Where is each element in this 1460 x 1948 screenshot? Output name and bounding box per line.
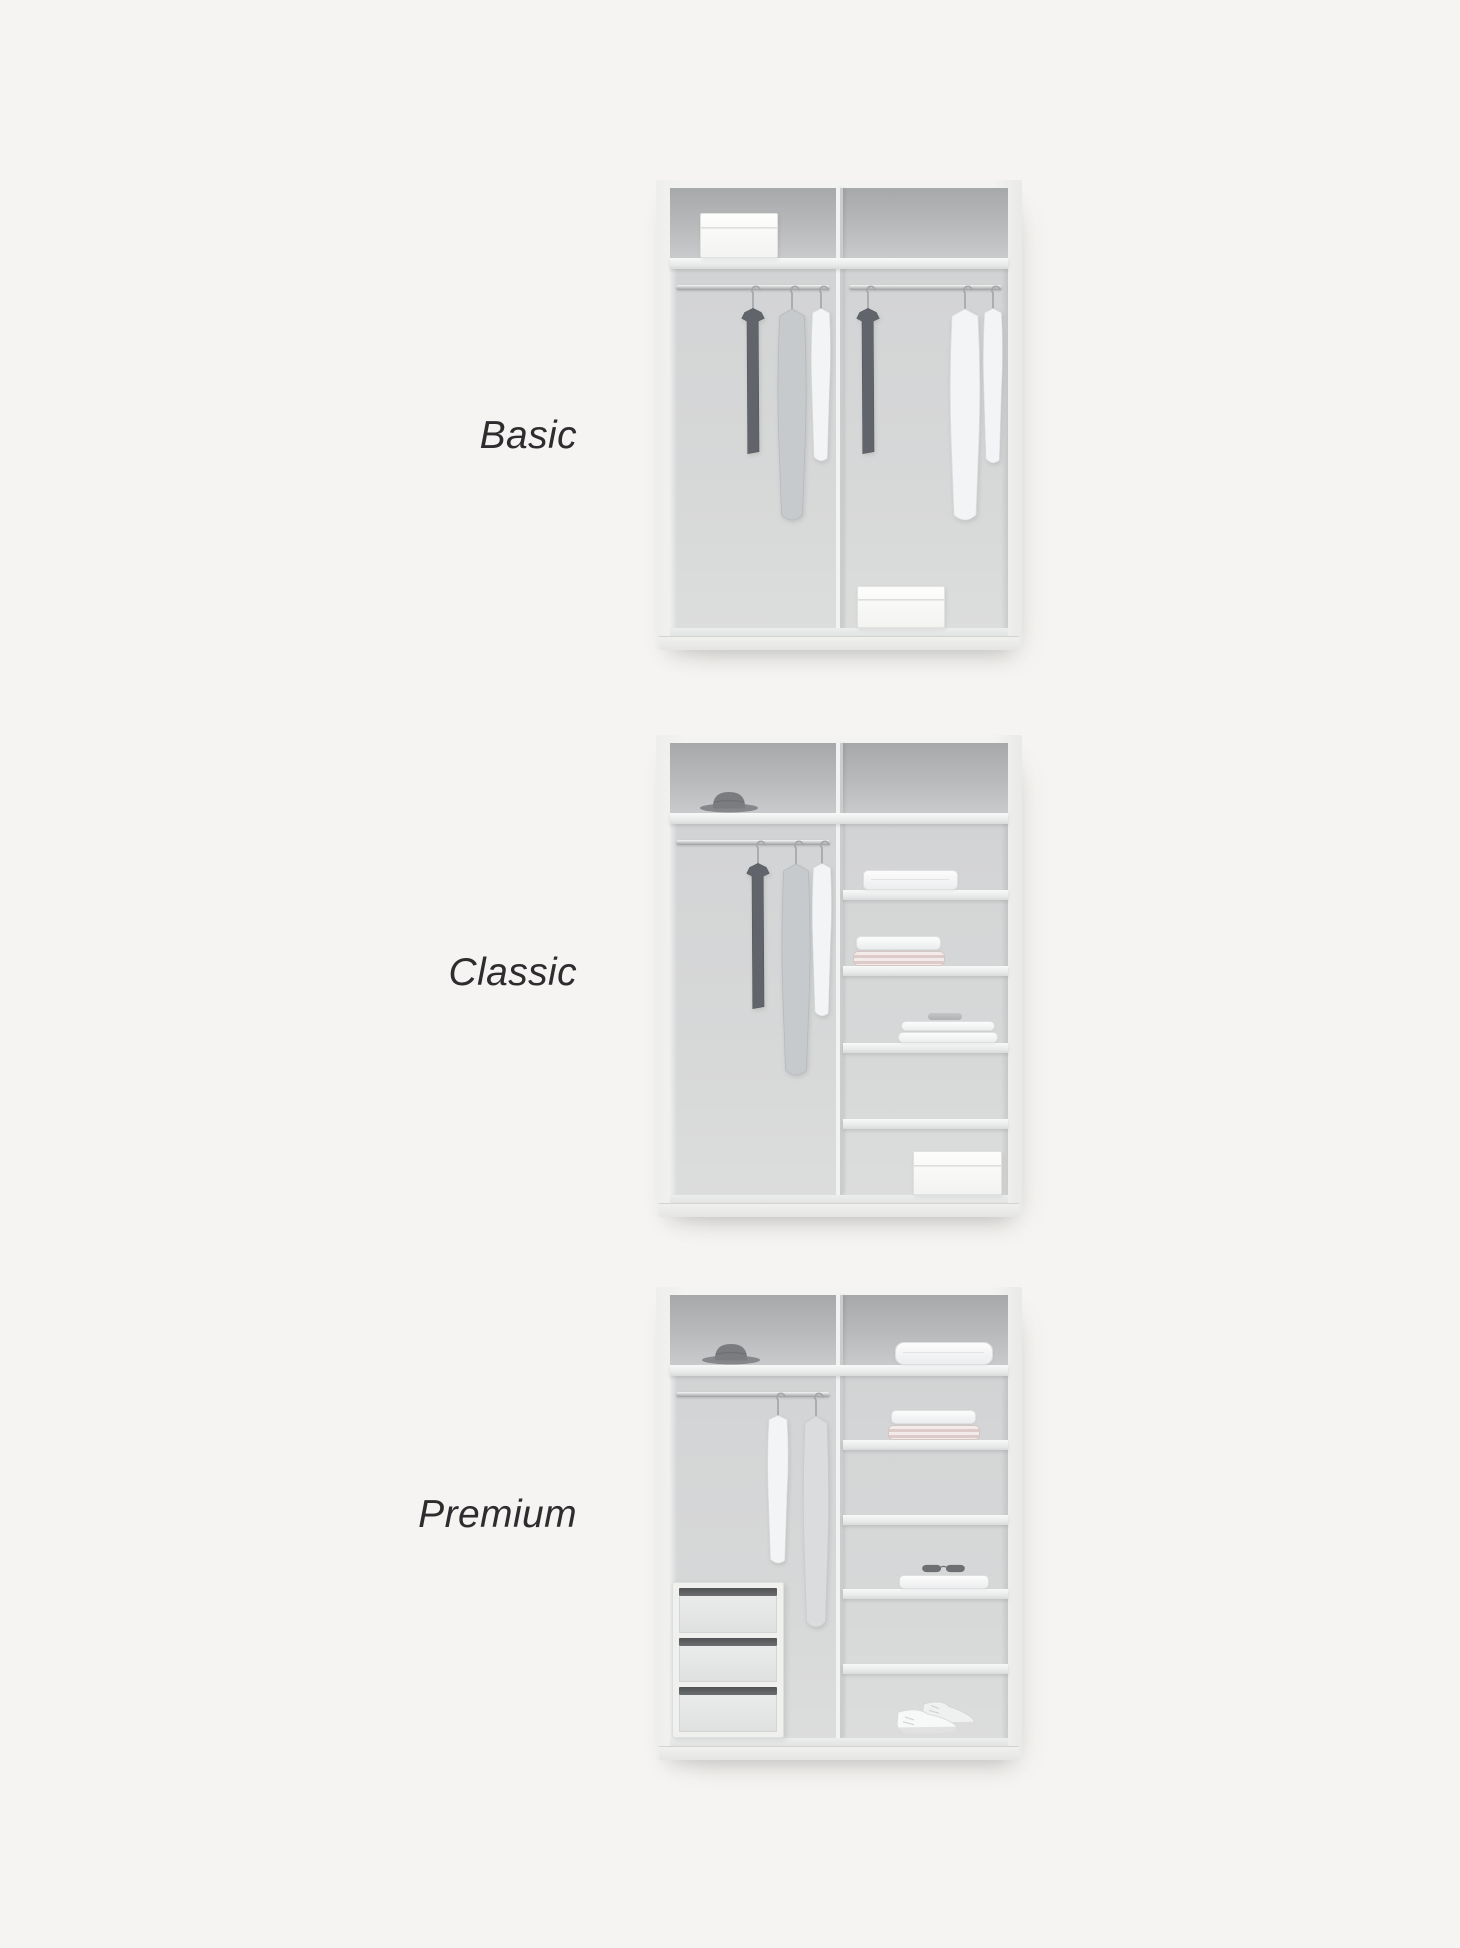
wardrobe-interior	[670, 1295, 1008, 1746]
hanging-coat-lightgrey	[799, 1414, 833, 1634]
drawer	[679, 1638, 777, 1683]
folded-sweater	[863, 870, 958, 890]
hanging-shirt-white	[807, 307, 835, 467]
interior-floor	[670, 628, 1008, 636]
folded-sweater-white	[891, 1410, 976, 1423]
top-shelf	[670, 258, 1008, 269]
hanging-tshirt-dark	[853, 307, 883, 455]
shelf	[843, 1664, 1009, 1674]
towel-stack	[898, 1013, 998, 1043]
center-divider	[836, 1295, 843, 1738]
hanging-tshirt-dark	[743, 862, 773, 1010]
striped-knit-stack	[853, 936, 945, 966]
box-lid-line	[914, 1165, 1001, 1167]
hanging-tshirt-dark	[738, 307, 768, 455]
blanket-fold-line	[903, 1352, 984, 1353]
hanging-shirt-white	[979, 307, 1007, 469]
drawer-slot	[679, 1638, 777, 1646]
drawer-unit	[672, 1582, 784, 1738]
striped-knit-stack	[888, 1410, 980, 1440]
shelf	[843, 890, 1009, 900]
option-label-basic: Basic	[479, 414, 577, 457]
sneakers	[891, 1698, 981, 1738]
top-shelf	[670, 813, 1008, 824]
option-label-premium: Premium	[418, 1493, 577, 1536]
drawer	[679, 1687, 777, 1732]
center-divider	[836, 188, 843, 628]
folded-towel	[901, 1021, 995, 1032]
wardrobe-interior	[670, 188, 1008, 636]
sweater-fold-line	[871, 879, 949, 880]
wardrobe-render-classic	[656, 735, 1022, 1217]
box-lid-line	[701, 227, 777, 229]
sunglasses	[921, 1563, 966, 1573]
drawer-front	[679, 1695, 777, 1732]
storage-box	[913, 1151, 1002, 1195]
folded-sweater-striped	[888, 1425, 980, 1441]
wardrobe-render-premium	[656, 1287, 1022, 1760]
wardrobe-render-basic	[656, 180, 1022, 650]
folded-accessory	[928, 1013, 962, 1020]
storage-box	[700, 213, 778, 258]
box-lid-line	[858, 599, 944, 601]
folded-sweater-white	[856, 936, 941, 949]
wardrobe-frame	[656, 735, 1022, 1217]
folded-shirt-with-sunglasses	[899, 1565, 989, 1589]
folded-sweater-striped	[853, 951, 945, 967]
plinth	[659, 1203, 1019, 1217]
interior-floor	[670, 1738, 1008, 1746]
drawer-slot	[679, 1687, 777, 1695]
storage-box	[857, 586, 945, 628]
plinth	[659, 636, 1019, 650]
hat	[700, 1340, 762, 1365]
drawer-slot	[679, 1588, 777, 1596]
shelf	[843, 1515, 1009, 1525]
interior-floor	[670, 1195, 1008, 1203]
drawer	[679, 1588, 777, 1633]
hanging-shirt-white	[808, 862, 836, 1022]
hanging-coat-grey	[773, 307, 811, 527]
shelf	[843, 1440, 1009, 1450]
folded-shirt	[899, 1575, 989, 1589]
shelf	[843, 966, 1009, 976]
center-divider	[836, 743, 843, 1195]
wardrobe-frame	[656, 180, 1022, 650]
wardrobe-frame	[656, 1287, 1022, 1760]
hat	[698, 788, 760, 813]
wardrobe-interior	[670, 743, 1008, 1203]
drawer-front	[679, 1646, 777, 1683]
shelf	[843, 1043, 1009, 1053]
folded-blanket	[895, 1342, 993, 1365]
shelf	[843, 1589, 1009, 1599]
shelf	[843, 1119, 1009, 1129]
hanging-shirt-white	[763, 1414, 793, 1569]
drawer-front	[679, 1596, 777, 1633]
plinth	[659, 1746, 1019, 1760]
top-shelf	[670, 1365, 1008, 1376]
option-label-classic: Classic	[448, 951, 577, 994]
folded-towel	[898, 1032, 998, 1043]
